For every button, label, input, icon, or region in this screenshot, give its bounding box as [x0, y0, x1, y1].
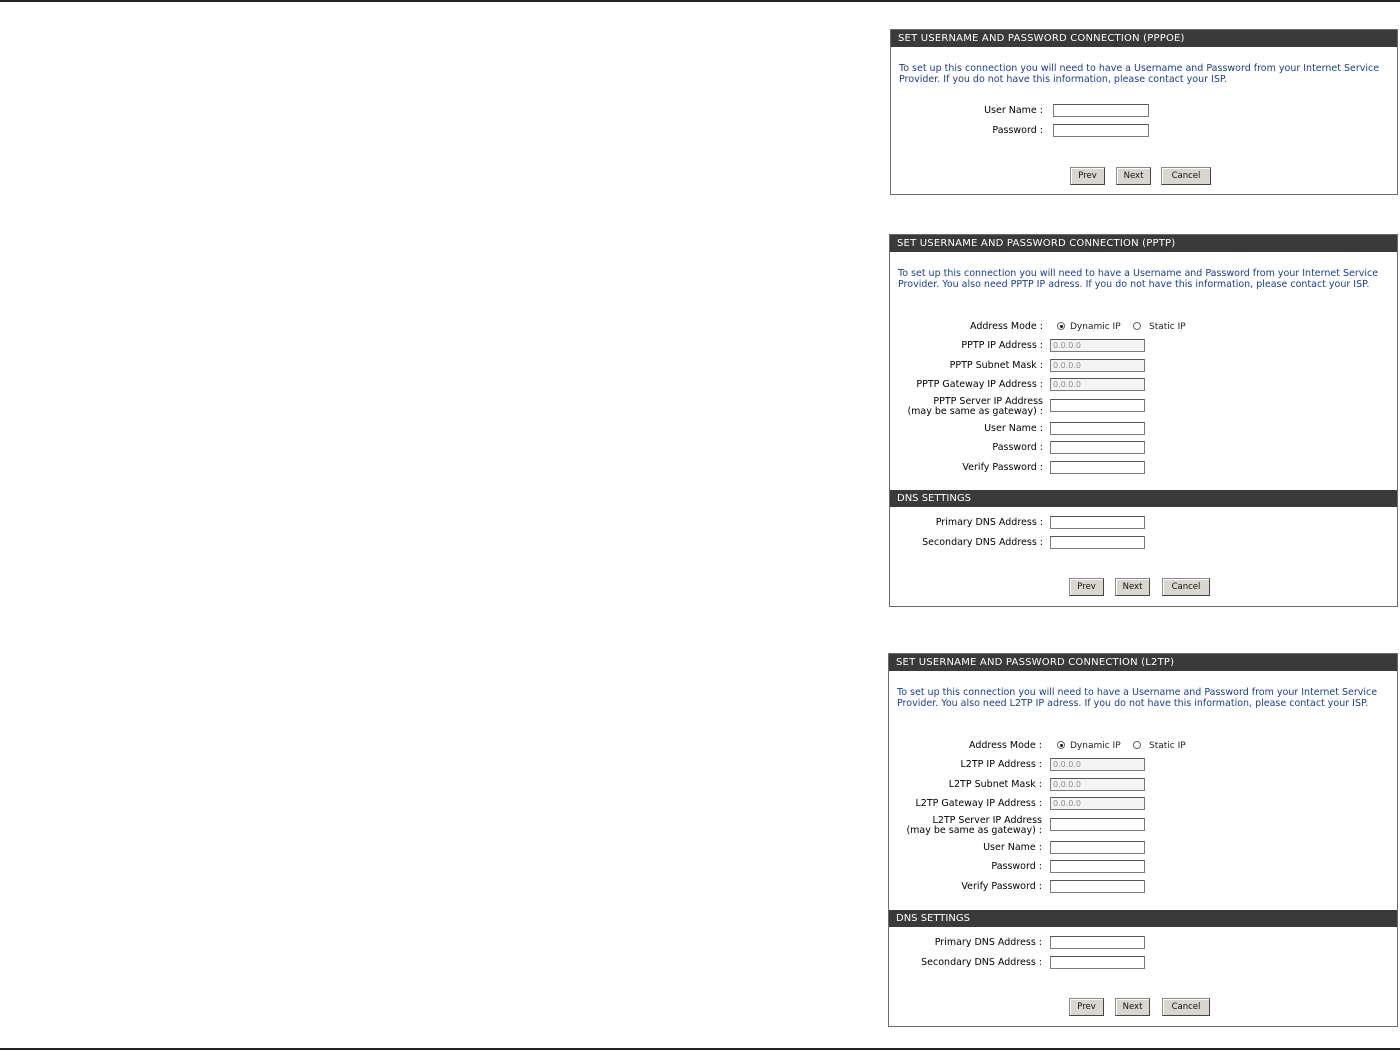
l2tp-static-ip-radio[interactable] — [1133, 741, 1141, 749]
pptp-password-input[interactable] — [1050, 441, 1145, 454]
l2tp-verify-input[interactable] — [1050, 880, 1145, 893]
l2tp-subnet-label: L2TP Subnet Mask : — [948, 779, 1042, 790]
pppoe-header: SET USERNAME AND PASSWORD CONNECTION (PPPOE) — [891, 30, 1397, 47]
l2tp-password-label: Password : — [991, 861, 1042, 872]
pptp-address-mode-label: Address Mode : — [970, 321, 1043, 332]
pptp-primary-dns-input[interactable] — [1050, 516, 1145, 529]
l2tp-user-name-input[interactable] — [1050, 841, 1145, 854]
pptp-subnet-label: PPTP Subnet Mask : — [949, 360, 1043, 371]
l2tp-server-input[interactable] — [1050, 818, 1145, 831]
pppoe-password-input[interactable] — [1053, 124, 1149, 137]
l2tp-dynamic-ip-label: Dynamic IP — [1070, 741, 1121, 751]
pppoe-cancel-button[interactable]: Cancel — [1161, 167, 1211, 185]
l2tp-address-mode-label: Address Mode : — [969, 740, 1042, 751]
pptp-cancel-button[interactable]: Cancel — [1162, 578, 1210, 596]
l2tp-cancel-button[interactable]: Cancel — [1162, 998, 1210, 1016]
pptp-dynamic-ip-label: Dynamic IP — [1070, 322, 1121, 332]
pptp-header: SET USERNAME AND PASSWORD CONNECTION (PPTP) — [890, 235, 1397, 252]
pptp-ip-label: PPTP IP Address : — [961, 340, 1043, 351]
l2tp-prev-button[interactable]: Prev — [1069, 998, 1104, 1016]
pptp-prev-button[interactable]: Prev — [1069, 578, 1104, 596]
l2tp-secondary-dns-input[interactable] — [1050, 956, 1145, 969]
l2tp-static-ip-label: Static IP — [1149, 741, 1186, 751]
l2tp-server-label-line2: (may be same as gateway) : — [906, 825, 1042, 836]
l2tp-next-button[interactable]: Next — [1115, 998, 1150, 1016]
l2tp-subnet-input[interactable] — [1050, 778, 1145, 791]
pptp-ip-input[interactable] — [1050, 339, 1145, 352]
top-rule — [0, 0, 1400, 2]
pptp-intro: To set up this connection you will need to have a Username and Password from your Internet Service Provider. You also need PPTP IP adress. If you do not have this information, please contact your ISP. — [898, 268, 1379, 290]
pptp-dynamic-ip-radio[interactable] — [1057, 322, 1065, 330]
pptp-verify-label: Verify Password : — [962, 462, 1043, 473]
pptp-secondary-dns-input[interactable] — [1050, 536, 1145, 549]
pppoe-panel — [890, 29, 1398, 195]
pppoe-password-label: Password : — [992, 125, 1043, 136]
l2tp-ip-input[interactable] — [1050, 758, 1145, 771]
pptp-verify-input[interactable] — [1050, 461, 1145, 474]
pptp-user-name-input[interactable] — [1050, 422, 1145, 435]
pptp-gateway-input[interactable] — [1050, 378, 1145, 391]
l2tp-dynamic-ip-radio[interactable] — [1057, 741, 1065, 749]
l2tp-panel — [888, 653, 1398, 1027]
l2tp-primary-dns-input[interactable] — [1050, 936, 1145, 949]
pptp-primary-dns-label: Primary DNS Address : — [935, 517, 1043, 528]
l2tp-dns-header: DNS SETTINGS — [889, 910, 1397, 927]
pptp-subnet-input[interactable] — [1050, 359, 1145, 372]
pptp-server-label-line2: (may be same as gateway) : — [907, 406, 1043, 417]
pptp-user-name-label: User Name : — [984, 423, 1043, 434]
l2tp-server-label-line1: L2TP Server IP Address — [932, 815, 1042, 826]
l2tp-user-name-label: User Name : — [983, 842, 1042, 853]
pptp-next-button[interactable]: Next — [1115, 578, 1150, 596]
pptp-static-ip-label: Static IP — [1149, 322, 1186, 332]
l2tp-header: SET USERNAME AND PASSWORD CONNECTION (L2TP) — [889, 654, 1397, 671]
pptp-secondary-dns-label: Secondary DNS Address : — [922, 537, 1043, 548]
pptp-dns-header: DNS SETTINGS — [890, 490, 1397, 507]
l2tp-password-input[interactable] — [1050, 860, 1145, 873]
pptp-server-input[interactable] — [1050, 399, 1145, 412]
l2tp-ip-label: L2TP IP Address : — [960, 759, 1042, 770]
pppoe-user-name-label: User Name : — [984, 105, 1043, 116]
pptp-gateway-label: PPTP Gateway IP Address : — [916, 379, 1043, 390]
pppoe-intro: To set up this connection you will need to have a Username and Password from your Internet Service Provider. If you do not have this information, please contact your ISP. — [899, 63, 1380, 85]
pptp-static-ip-radio[interactable] — [1133, 322, 1141, 330]
pptp-panel — [889, 234, 1398, 607]
bottom-rule — [0, 1048, 1400, 1050]
l2tp-gateway-label: L2TP Gateway IP Address : — [915, 798, 1042, 809]
l2tp-intro: To set up this connection you will need to have a Username and Password from your Internet Service Provider. You also need L2TP IP adress. If you do not have this information, please contact your ISP. — [897, 687, 1378, 709]
l2tp-gateway-input[interactable] — [1050, 797, 1145, 810]
l2tp-verify-label: Verify Password : — [961, 881, 1042, 892]
pppoe-prev-button[interactable]: Prev — [1070, 167, 1105, 185]
pptp-server-label-line1: PPTP Server IP Address — [933, 396, 1043, 407]
l2tp-secondary-dns-label: Secondary DNS Address : — [921, 957, 1042, 968]
pppoe-user-name-input[interactable] — [1053, 104, 1149, 117]
l2tp-primary-dns-label: Primary DNS Address : — [934, 937, 1042, 948]
pptp-password-label: Password : — [992, 442, 1043, 453]
pppoe-next-button[interactable]: Next — [1116, 167, 1151, 185]
